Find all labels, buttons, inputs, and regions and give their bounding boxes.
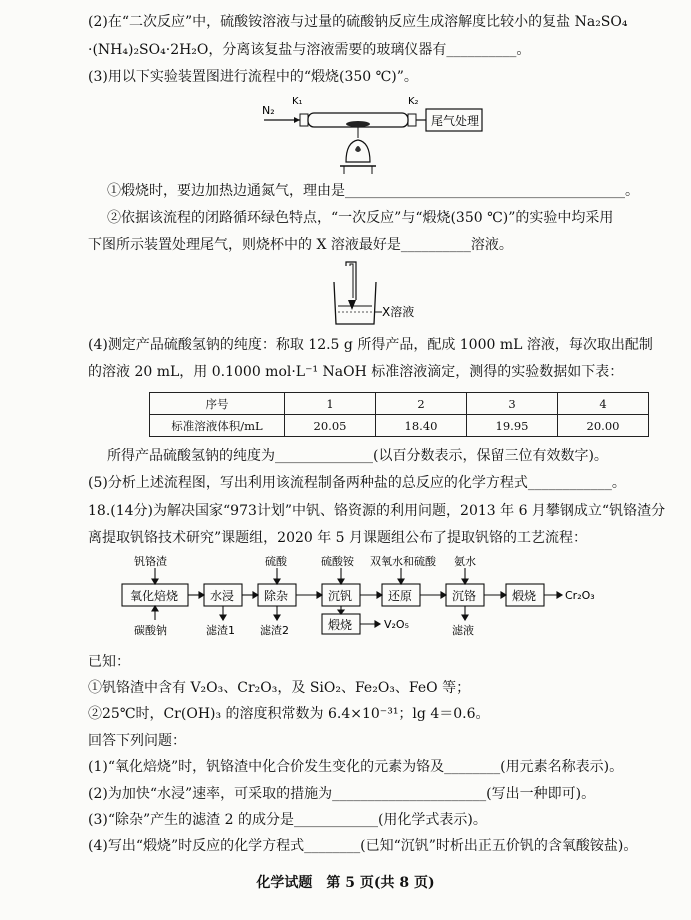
flow-product-cr2o3: Cr₂O₃ bbox=[565, 589, 595, 602]
table-header-cell: 序号 bbox=[150, 393, 285, 415]
beaker-x-solution-label: X溶液 bbox=[382, 305, 415, 319]
flow-box-oxidative-roasting: 氧化焙烧 bbox=[130, 589, 179, 603]
known-item1: ①钒铬渣中含有 V₂O₃、Cr₂O₃，及 SiO₂、Fe₂O₃、FeO 等； bbox=[88, 680, 471, 696]
calcination-apparatus-diagram bbox=[260, 90, 490, 178]
q2-text-line2: ·(NH₄)₂SO₄·2H₂O，分离该复盐与溶液需要的玻璃仪器有__________。 bbox=[88, 42, 531, 58]
table-header-cell: 1 bbox=[285, 393, 376, 415]
table-cell: 20.00 bbox=[558, 415, 649, 437]
q18-sub1: (1)“氧化焙烧”时，钒铬渣中化合价发生变化的元素为铬及________(用元素名称表示)。 bbox=[88, 759, 624, 775]
flow-residue-1: 滤渣1 bbox=[206, 624, 235, 637]
titration-data-table bbox=[149, 392, 649, 437]
flow-box-calcination-v: 煅烧 bbox=[328, 618, 353, 632]
flow-box-reduction: 还原 bbox=[388, 589, 413, 603]
flow-product-v2o5: V₂O₅ bbox=[384, 618, 410, 631]
answer-heading: 回答下列问题： bbox=[88, 733, 186, 749]
flow-box-chromium-precipitation: 沉铬 bbox=[452, 589, 477, 603]
known-item2: ②25℃时，Cr(OH)₃ 的溶度积常数为 6.4×10⁻³¹；lg 4＝0.6。 bbox=[88, 706, 490, 722]
q3-item2-line2: 下图所示装置处理尾气，则烧杯中的 X 溶液最好是__________溶液。 bbox=[88, 237, 513, 253]
flow-box-calcination: 煅烧 bbox=[512, 589, 537, 603]
process-flow-diagram bbox=[118, 552, 618, 644]
flow-reagent-peroxide-acid: 双氧水和硫酸 bbox=[370, 555, 436, 568]
q4-text-line1: (4)测定产品硫酸氢钠的纯度：称取 12.5 g 所得产品，配成 1000 mL 溶液，每次取出配制 bbox=[88, 337, 653, 353]
flow-reagent-slag: 钒铬渣 bbox=[134, 555, 167, 568]
table-header-row bbox=[150, 393, 649, 415]
table-header-cell: 2 bbox=[376, 393, 467, 415]
flow-box-vanadium-precipitation: 沉钒 bbox=[328, 589, 353, 603]
q18-sub4: (4)写出“煅烧”时反应的化学方程式________(已知“沉钒”时析出正五价钒的含氧酸铵盐)。 bbox=[88, 838, 638, 854]
q18-intro-line1: 18.(14分)为解决国家“973计划”中钒、铬资源的利用问题，2013 年 6 月攀钢成立“钒铬渣分 bbox=[88, 503, 666, 519]
q3-text: (3)用以下实验装置图进行流程中的“煅烧(350 ℃)”。 bbox=[88, 69, 418, 85]
flow-reagent-ammonium-sulfate: 硫酸铵 bbox=[321, 555, 354, 568]
table-row bbox=[150, 415, 649, 437]
gas-n2-label: N₂ bbox=[262, 104, 275, 117]
flow-reagent-ammonia: 氨水 bbox=[454, 555, 476, 568]
flow-reagent-sodium-carbonate: 碳酸钠 bbox=[134, 624, 167, 637]
q3-item1-text: ①煅烧时，要边加热边通氮气，理由是________________________________________。 bbox=[107, 183, 639, 199]
valve-k1-label: K₁ bbox=[292, 96, 303, 107]
q18-sub2: (2)为加快“水浸”速率，可采取的措施为______________________(写出一种即可)。 bbox=[88, 786, 596, 802]
q2-text-line1: (2)在“二次反应”中，硫酸铵溶液与过量的硫酸钠反应生成溶解度比较小的复盐 Na₂SO₄ bbox=[88, 14, 628, 30]
known-heading: 已知： bbox=[88, 654, 130, 670]
table-header-cell: 3 bbox=[467, 393, 558, 415]
q3-item2-line1: ②依据该流程的闭路循环绿色特点，“一次反应”与“煅烧(350 ℃)”的实验中均采用 bbox=[107, 210, 614, 226]
table-cell: 19.95 bbox=[467, 415, 558, 437]
beaker-diagram bbox=[326, 260, 436, 330]
tail-gas-box-label: 尾气处理 bbox=[431, 114, 480, 128]
flow-box-water-leaching: 水浸 bbox=[210, 589, 235, 603]
table-cell: 20.05 bbox=[285, 415, 376, 437]
flow-box-impurity-removal: 除杂 bbox=[264, 589, 289, 603]
flow-residue-2: 滤渣2 bbox=[260, 624, 289, 637]
table-cell: 标准溶液体积/mL bbox=[150, 415, 285, 437]
table-cell: 18.40 bbox=[376, 415, 467, 437]
q4-purity-text: 所得产品硫酸氢钠的纯度为______________(以百分数表示，保留三位有效数字)。 bbox=[107, 448, 608, 464]
q18-intro-line2: 离提取钒铬技术研究”课题组，2020 年 5 月课题组公布了提取钒铬的工艺流程： bbox=[88, 530, 588, 546]
q4-text-line2: 的溶液 20 mL，用 0.1000 mol·L⁻¹ NaOH 标准溶液滴定，测得的实验数据如下表： bbox=[88, 364, 624, 380]
flow-reagent-sulfuric-acid: 硫酸 bbox=[265, 555, 287, 568]
page-footer: 化学试题 第 5 页(共 8 页) bbox=[256, 875, 435, 891]
flow-filtrate: 滤液 bbox=[452, 624, 474, 637]
q5-text: (5)分析上述流程图，写出利用该流程制备两种盐的总反应的化学方程式____________。 bbox=[88, 475, 626, 491]
q18-sub3: (3)“除杂”产生的滤渣 2 的成分是____________(用化学式表示)。 bbox=[88, 812, 487, 828]
valve-k2-label: K₂ bbox=[408, 96, 419, 107]
table-header-cell: 4 bbox=[558, 393, 649, 415]
